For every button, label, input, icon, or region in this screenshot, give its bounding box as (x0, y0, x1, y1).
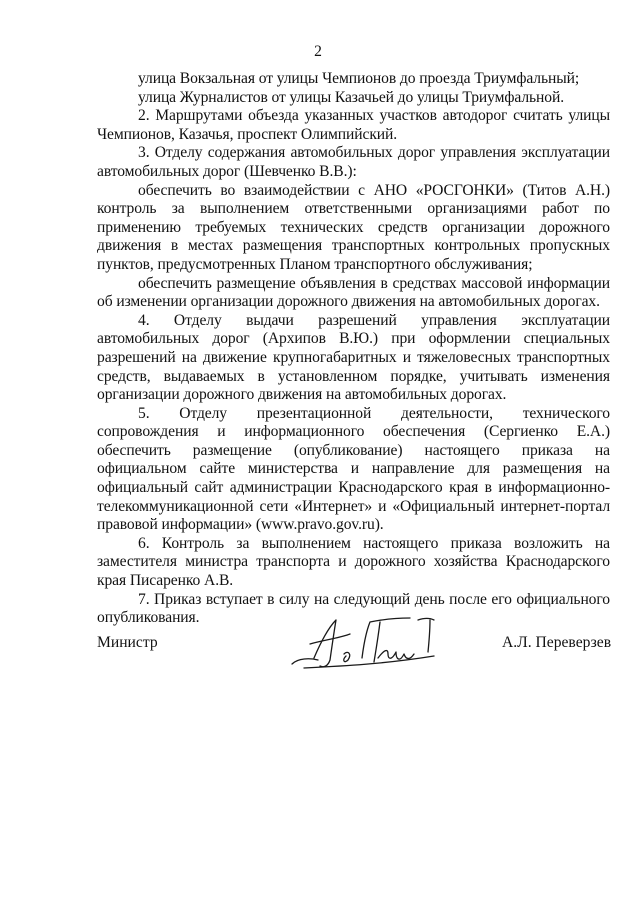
paragraph: 2. Маршрутами объезда указанных участков автодорог считать улицы Чемпионов, Казачья, проспект Олимпийский. (97, 107, 610, 143)
paragraph: обеспечить размещение объявления в средствах массовой информации об изменении организации дорожного движения на автомобильных дорогах. (97, 274, 610, 311)
paragraph: обеспечить во взаимодействии с АНО «РОСГОНКИ» (Титов А.Н.) контроль за выполнением ответственными организациями работ по применению требуемых технических средств организации дорожного движения в местах размещения транспортных контрольных пропускных пунктов, предусмотренных Планом транспортного обслуживания; (97, 181, 610, 273)
paragraph: 7. Приказ вступает в силу на следующий день после его официального опубликования. (97, 590, 610, 627)
document-body (97, 70, 610, 628)
paragraph: 6. Контроль за выполнением настоящего приказа возложить на заместителя министра транспорта и дорожного хозяйства Краснодарского края Писаренко А.В. (97, 534, 610, 590)
paragraph: улица Журналистов от улицы Казачьей до улицы Триумфальной. (138, 88, 565, 106)
handwritten-signature (284, 614, 464, 674)
paragraph: улица Вокзальная от улицы Чемпионов до проезда Триумфальный; (138, 70, 580, 87)
signer-position: Министр (97, 634, 158, 651)
signature-block (0, 612, 636, 682)
page-number: 2 (314, 43, 322, 60)
signer-name: А.Л. Переверзев (502, 634, 612, 651)
paragraph: 5. Отделу презентационной деятельности, технического сопровождения и информационного обеспечения (Сергиенко Е.А.) обеспечить размещение (опубликование) настоящего приказа на официальном сайте министерства и направление для размещения на официальный сайт администрации Краснодарского края в информационно-телекоммуникационной сети «Интернет» и «Официальный интернет-портал правовой информации» (www.pravo.gov.ru). (97, 404, 610, 534)
paragraph: 4. Отделу выдачи разрешений управления эксплуатации автомобильных дорог (Архипов В.Ю.) при оформлении специальных разрешений на движение крупногабаритных и тяжеловесных транспортных средств, выдаваемых в установленном порядке, учитывать изменения организации дорожного движения на автомобильных дорогах. (97, 311, 610, 404)
paragraph: 3. Отделу содержания автомобильных дорог управления эксплуатации автомобильных дорог (Шевченко В.В.): (97, 144, 610, 180)
